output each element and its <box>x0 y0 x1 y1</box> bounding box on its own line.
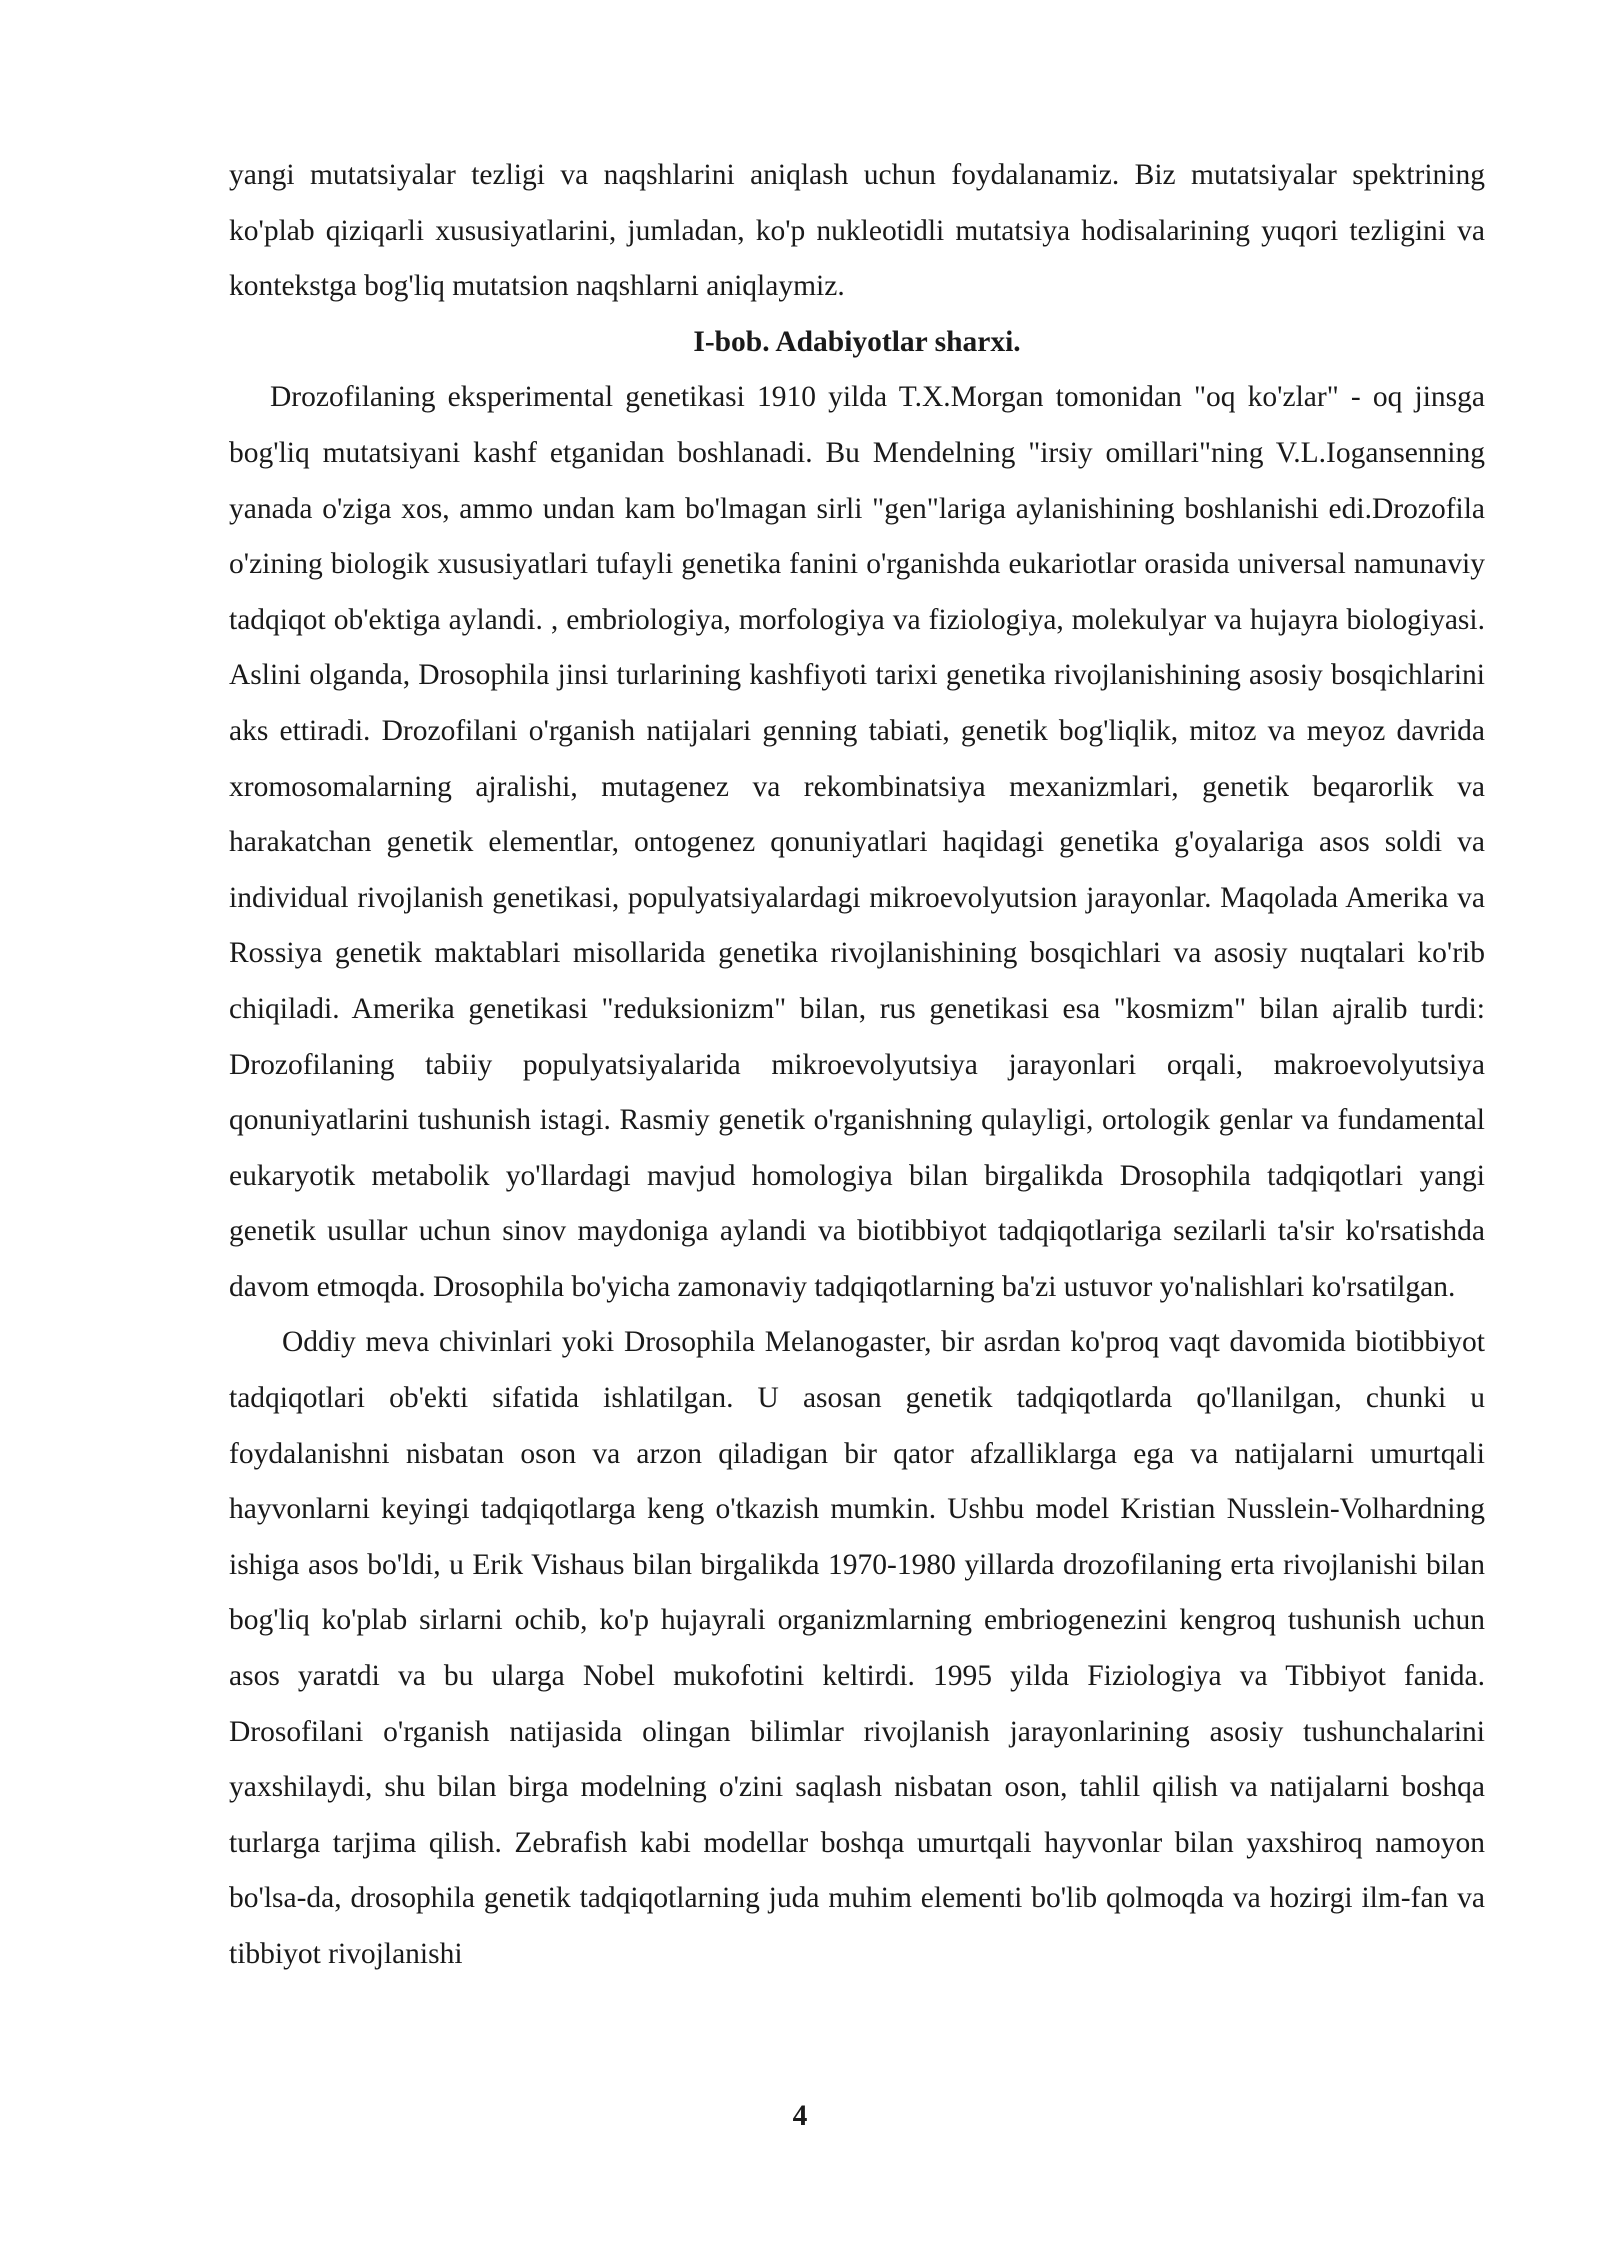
page-number: 4 <box>792 2100 808 2132</box>
intro-paragraph: yangi mutatsiyalar tezligi va naqshlarini aniqlash uchun foydalanamiz. Biz mutatsiyalar spektrining ko'plab qiziqarli xususiyatlarini, jumladan, ko'p nukleotidli mutatsiya hodisalarining yuqori tezligini va kontekstga bog'liq mutatsion naqshlarni aniqlaymiz. <box>229 159 1485 303</box>
section-heading: I-bob. Adabiyotlar sharxi. <box>693 325 1021 358</box>
body-paragraph-1: Drozofilaning eksperimental genetikasi 1910 yilda T.X.Morgan tomonidan "oq ko'zlar" - oq jinsga bog'liq mutatsiyani kashf etganidan boshlanadi. Bu Mendelning "irsiy omillari"ning V.L.Iogansenning yanada o'ziga xos, ammo undan kam bo'lmagan sirli "gen"lariga aylanishining boshlanishi edi.Drozofila o'zining biologik xususiyatlari tufayli genetika fanini o'rganishda eukariotlar orasida universal namunaviy tadqiqot ob'ektiga aylandi. , embriologiya, morfologiya va fiziologiya, molekulyar va hujayra biologiyasi. Aslini olganda, Drosophila jinsi turlarining kashfiyoti tarixi genetika rivojlanishining asosiy bosqichlarini aks ettiradi. Drozofilani o'rganish natijalari genning tabiati, genetik bog'liqlik, mitoz va meyoz davrida xromosomalarning ajralishi, mutagenez va rekombinatsiya mexanizmlari, genetik beqarorlik va harakatchan genetik elementlar, ontogenez qonuniyatlari haqidagi genetika g'oyalariga asos soldi va individual rivojlanish genetikasi, populyatsiyalardagi mikroevolyutsion jarayonlar. Maqolada Amerika va Rossiya genetik maktablari misollarida genetika rivojlanishining bosqichlari va asosiy nuqtalari ko'rib chiqiladi. Amerika genetikasi "reduksionizm" bilan, rus genetikasi esa "kosmizm" bilan ajralib turdi: Drozofilaning tabiiy populyatsiyalarida mikroevolyutsiya jarayonlari orqali, makroevolyutsiya qonuniyatlarini tushunish istagi. Rasmiy genetik o'rganishning qulayligi, ortologik genlar va fundamental eukaryotik metabolik yo'llardagi mavjud homologiya bilan birgalikda Drosophila tadqiqotlari yangi genetik usullar uchun sinov maydoniga aylandi va biotibbiyot tadqiqotlariga sezilarli ta'sir ko'rsatishda davom etmoqda. Drosophila bo'yicha zamonaviy tadqiqotlarning ba'zi ustuvor yo'nalishlari ko'rsatilgan. <box>229 381 1485 1303</box>
body-paragraph-2: Oddiy meva chivinlari yoki Drosophila Melanogaster, bir asrdan ko'proq vaqt davomida biotibbiyot tadqiqotlari ob'ekti sifatida ishlatilgan. U asosan genetik tadqiqotlarda qo'llanilgan, chunki u foydalanishni nisbatan oson va arzon qiladigan bir qator afzalliklarga ega va natijalarni umurtqali hayvonlarni keyingi tadqiqotlarga keng o'tkazish mumkin. Ushbu model Kristian Nusslein-Volhardning ishiga asos bo'ldi, u Erik Vishaus bilan birgalikda 1970-1980 yillarda drozofilaning erta rivojlanishi bilan bog'liq ko'plab sirlarni ochib, ko'p hujayrali organizmlarning embriogenezini kengroq tushunish uchun asos yaratdi va bu ularga Nobel mukofotini keltirdi. 1995 yilda Fiziologiya va Tibbiyot fanida. Drosofilani o'rganish natijasida olingan bilimlar rivojlanish jarayonlarining asosiy tushunchalarini yaxshilaydi, shu bilan birga modelning o'zini saqlash nisbatan oson, tahlil qilish va natijalarni boshqa turlarga tarjima qilish. Zebrafish kabi modellar boshqa umurtqali hayvonlar bilan yaxshiroq namoyon bo'lsa-da, drosophila genetik tadqiqotlarning juda muhim elementi bo'lib qolmoqda va hozirgi ilm-fan va tibbiyot rivojlanishi <box>229 1326 1485 1970</box>
page-body <box>229 148 1485 1983</box>
